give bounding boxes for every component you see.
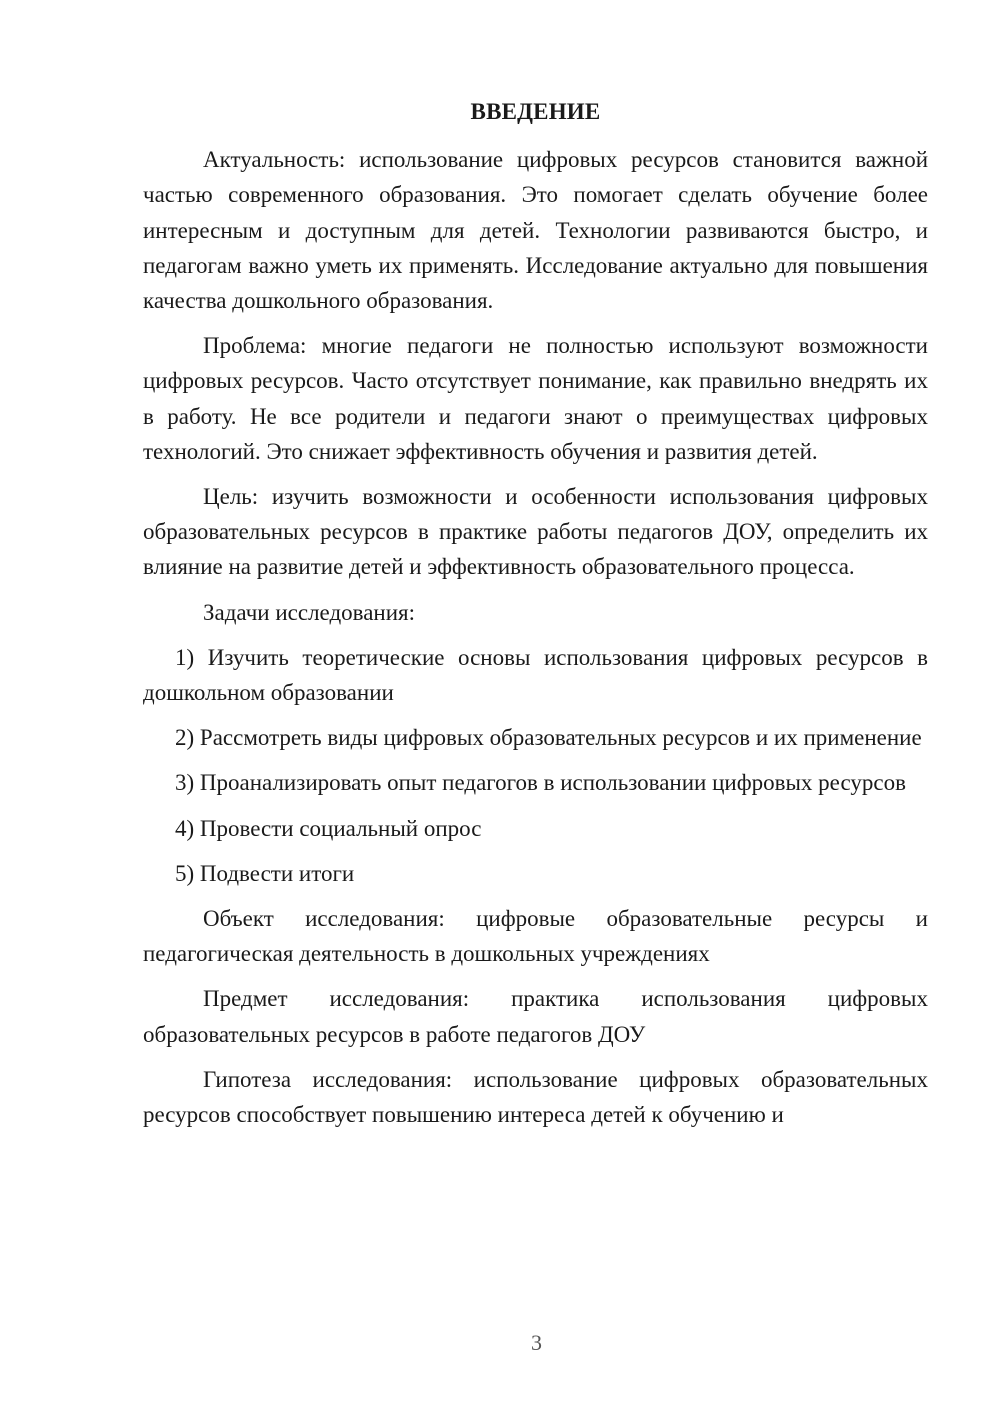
task-item: 5) Подвести итоги	[175, 860, 355, 886]
page-content	[143, 94, 928, 1142]
task-item: 4) Провести социальный опрос	[175, 815, 482, 841]
hypothesis-paragraph: Гипотеза исследования: использование цифровых образовательных ресурсов способствует повышению интереса детей к обучению и	[143, 1066, 928, 1128]
task-item: 2) Рассмотреть виды цифровых образовательных ресурсов и их применение	[175, 725, 922, 751]
task-item: 3) Проанализировать опыт педагогов в использовании цифровых ресурсов	[175, 770, 906, 796]
task-item: 1) Изучить теоретические основы использования цифровых ресурсов в дошкольном образовании	[143, 644, 928, 706]
relevance-paragraph: Актуальность: использование цифровых ресурсов становится важной частью современного образования. Это помогает сделать обучение более интересным и доступным для детей. Технологии развиваются быстро, и педагогам важно уметь их применять. Исследование актуально для повышения качества дошкольного образования.	[143, 147, 928, 314]
tasks-heading: Задачи исследования:	[203, 599, 416, 625]
subject-paragraph: Предмет исследования: практика использования цифровых образовательных ресурсов в работе педагогов ДОУ	[143, 986, 928, 1047]
goal-paragraph: Цель: изучить возможности и особенности использования цифровых образовательных ресурсов в практике работы педагогов ДОУ, определить их влияние на развитие детей и эффективность образовательного процесса.	[143, 484, 928, 580]
object-paragraph: Объект исследования: цифровые образовательные ресурсы и педагогическая деятельность в дошкольных учреждениях	[143, 906, 928, 967]
problem-paragraph: Проблема: многие педагоги не полностью используют возможности цифровых ресурсов. Часто отсутствует понимание, как правильно внедрять их в работу. Не все родители и педагоги знают о преимуществах цифровых технологий. Это снижает эффективность обучения и развития детей.	[143, 333, 928, 464]
page-number: 3	[531, 1330, 542, 1355]
section-heading: ВВЕДЕНИЕ	[470, 99, 601, 124]
